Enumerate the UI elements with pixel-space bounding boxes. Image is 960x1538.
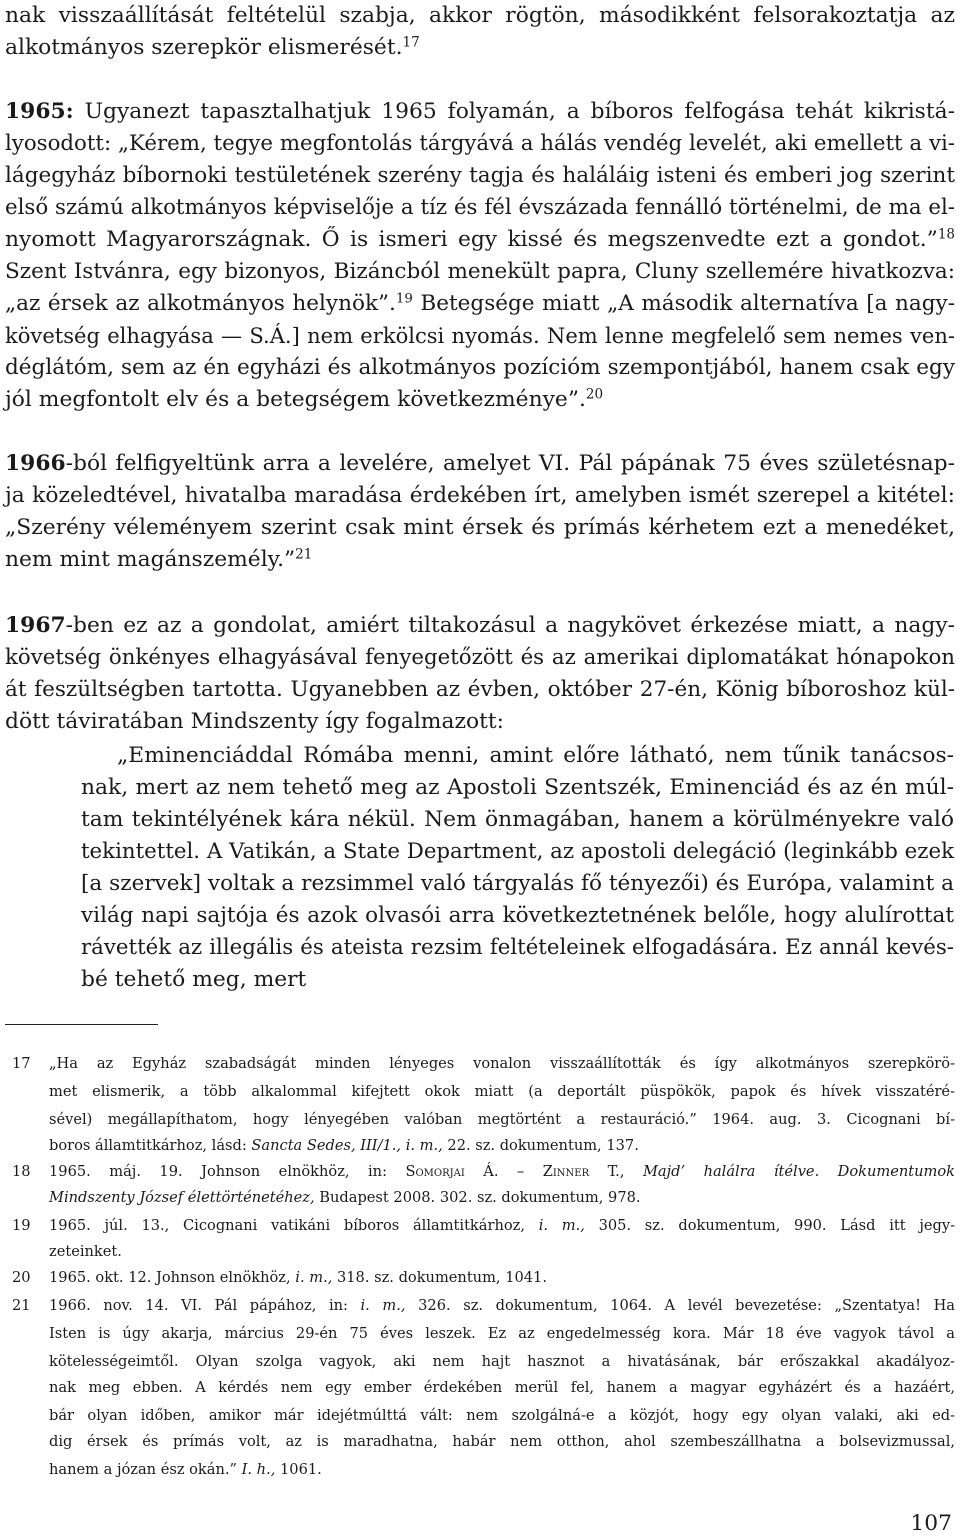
body-line: követség elhagyása — S.Á.] nem erkölcsi nyomás. Nem lenne megfelelő sem nemes ven- (5, 323, 955, 348)
footnote-line: dig érsek és prímás volt, az is maradhatna, habár nem otthon, ahol szembeszállhatna a bolsevizmussal, (49, 1433, 955, 1450)
body-line: nyomott Magyarországnak. Ő is ismeri egy kissé és megszenvedte ezt a gondot.”$^{18}$ (5, 226, 955, 252)
body-line: lágegyház bíbornoki testületének szerény tagja és haláláig isteni és emberi jog szerint (5, 163, 955, 188)
body-line: alkotmányos szerepkör elismerését.$^{17}$ (5, 34, 420, 60)
footnote-line: „Ha az Egyház szabadságát minden lényeges vonalon visszaállították és így alkotmányos szerepkörö- (49, 1055, 955, 1072)
body-line: nak visszaállítását feltételül szabja, akkor rögtön, másodikként felsorakoztatja az (5, 3, 955, 28)
body-line: követség önkényes elhagyásával fenyegetőzött és az amerikai diplomatákat hónapokon (5, 645, 955, 670)
body-line: jól megfontolt elv és a betegségem következménye”.$^{20}$ (5, 386, 604, 412)
body-line: „Szerény véleményem szerint csak mint érsek és prímás kérhetem ezt a menedéket, (5, 515, 955, 540)
body-line: 1965: Ugyanezt tapasztalhatjuk 1965 folyamán, a bíboros felfogása tehát kikristá- (5, 99, 955, 124)
body-line: lyosodott: „Kérem, tegye megfontolás tárgyává a hálás vendég levelét, aki emellett a vi- (5, 131, 955, 156)
footnote-number: 21 (12, 1297, 31, 1314)
footnote-number: 18 (12, 1163, 31, 1180)
quote-line: világ napi sajtója és azok olvasói arra következtetnének belőle, hogy alulírottat (81, 903, 954, 928)
footnote-line: sével) megállapíthatom, hogy lényegében valóban megtörtént a restauráció.” 1964. aug. 3. Cicognani bí- (49, 1111, 955, 1128)
quote-line: tam tekintélyének kára nékül. Nem önmagában, hanem a körülményekre való (81, 807, 954, 832)
year-heading: 1965: (5, 99, 74, 124)
footnote-line: boros államtitkárhoz, lásd: Sancta Sedes, III/1., i. m., 22. sz. dokumentum, 137. (49, 1137, 639, 1154)
body-line: első számú alkotmányos képviselője a tíz és fél évszázada fennálló történelmi, de ma el- (5, 195, 955, 220)
year-heading: 1966 (5, 451, 66, 476)
body-line: ja közeledtével, hivatalba maradása érdekében írt, amelyben ismét szerepel a kitétel: (5, 483, 955, 508)
footnote-line: 1965. okt. 12. Johnson elnökhöz, i. m., 318. sz. dokumentum, 1041. (49, 1269, 547, 1286)
footnote-ref[interactable]: 20 (585, 386, 604, 403)
year-heading: 1967 (5, 613, 66, 638)
quote-line: „Eminenciáddal Rómába menni, amint előre látható, nem tűnik tanácsos- (117, 743, 954, 768)
quote-line: tekintettel. A Vatikán, a State Department, az apostoli delegáció (leginkább ezek (81, 839, 954, 864)
footnote-number: 17 (12, 1055, 31, 1072)
quote-line: [a szervek] voltak a rezsimmel való tárgyalás fő tényezői) és Európa, valamint a (81, 871, 954, 896)
body-line: 1966-ból felfigyeltünk arra a levelére, amelyet VI. Pál pápának 75 éves születésnap- (5, 451, 955, 476)
footnote-line: Mindszenty József élettörténetéhez, Budapest 2008. 302. sz. dokumentum, 978. (49, 1189, 641, 1206)
footnote-ref[interactable]: 19 (395, 291, 413, 307)
quote-line: bé tehető meg, mert (81, 967, 307, 992)
body-line: dött táviratában Mindszenty így fogalmazott: (5, 709, 504, 734)
footnote-line: hanem a józan ész okán.” I. h., 1061. (49, 1461, 322, 1478)
footnote-line: 1966. nov. 14. VI. Pál pápához, in: i. m., 326. sz. dokumentum, 1064. A levél bevezetése: „Szentatya! Ha (49, 1297, 955, 1314)
footnote-separator (5, 1024, 158, 1025)
body-line: át feszültségben tartotta. Ugyanebben az évben, október 27-én, König bíboroshoz kül- (5, 677, 955, 702)
footnote-line: 1965. júl. 13., Cicognani vatikáni bíboros államtitkárhoz, i. m., 305. sz. dokumentum, 990. Lásd itt jegy- (49, 1217, 956, 1234)
page-number: 107 (910, 1511, 952, 1536)
footnote-line: 1965. máj. 19. Johnson elnökhöz, in: Somorjai Á. – Zinner T., Majd’ halálra ítélve. Dokumentumok (49, 1163, 956, 1180)
footnote-number: 19 (12, 1217, 31, 1234)
quote-line: rávették az illegális és ateista rezsim feltételeinek elfogadására. Ez annál kevés- (81, 935, 954, 960)
body-line: déglátóm, sem az én egyházi és alkotmányos pozícióm szempontjából, hanem csak egy (5, 355, 955, 380)
footnote-ref[interactable]: 17 (402, 34, 420, 51)
footnote-number: 20 (12, 1269, 31, 1286)
footnote-line: nak meg ebben. A kérdés nem egy ember érdekében merül fel, hanem a magyar egyházért és a hazáért, (49, 1379, 955, 1396)
footnote-ref[interactable]: 21 (295, 546, 313, 563)
quote-line: nak, mert az nem tehető meg az Apostoli Szentszék, Eminenciád és az én múl- (81, 775, 954, 800)
body-line: „az érsek az alkotmányos helynök”.$^{19}$ Betegsége miatt „A második alternatíva [a nagy- (5, 291, 955, 316)
footnote-line: Isten is úgy akarja, március 29-én 75 éves leszek. Ez az engedelmesség kora. Már 18 éve vagyok távol a (49, 1325, 955, 1342)
footnote-line: met elismerik, a több alkalommal kifejtett okok miatt (a deportált püspökök, papok és hívek visszatéré- (49, 1083, 955, 1100)
footnote-line: bár olyan időben, amikor már idejétmúlttá vált: nem szolgálná-e a közjót, hogy egy olyan valaki, aki ed- (49, 1407, 955, 1424)
footnote-ref[interactable]: 18 (937, 226, 955, 243)
body-line: nem mint magánszemély.”$^{21}$ (5, 546, 313, 572)
footnote-line: kötelességeimtől. Olyan szolga vagyok, aki nem hajt hasznot a hivatásának, bár erőszakkal akadályoz- (49, 1353, 955, 1370)
footnote-line: zeteinket. (49, 1243, 122, 1260)
body-line: Szent Istvánra, egy bizonyos, Bizáncból menekült papra, Cluny szellemére hivatkozva: (5, 259, 955, 284)
body-line: 1967-ben ez az a gondolat, amiért tiltakozásul a nagykövet érkezése miatt, a nagy- (5, 613, 955, 638)
